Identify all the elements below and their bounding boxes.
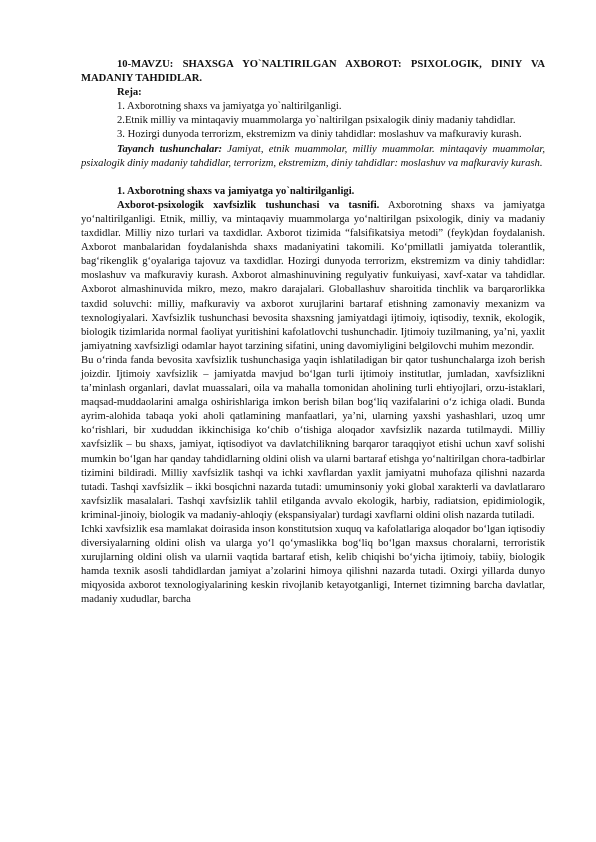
keywords-paragraph [81,143,545,171]
document-title: 10-MAVZU: SHAXSGA YO`NALTIRILGAN AXBOROT: PSIXOLOGIK, DINIY VA MADANIY TAHDIDLAR. [81,59,545,85]
document-page [81,58,545,608]
keywords-text: Jamiyat, etnik muammolar, milliy muammolar. mintaqaviy muammolar, psixalogik diniy madaniy tahdidlar, terrorizm, ekstremizm, diniy tahdidlar: moslashuv va mafkuraviy kurash. [81,143,545,169]
plan-heading: Reja: [117,87,142,99]
section-1-paragraph-1-text: Axborotning shaxs va jamiyatga yo‘naltirilganligi. Etnik, milliy, va mintaqaviy muammolarga yo‘naltirilgan psixologik, diniy va madaniy taxdidlar. Milliy nizo turlari va taxdidlar. Axborot tizimida “falsifikatsiya metodi” (feyk)dan foydalanish. Axborot manbalaridan foydalanishda shaxs madaniyatini takomili. Ko‘pmillatli jamiyatda tolerantlik, bag‘rikenglik g‘oyalariga tajovuz va taxdidlar. Hozirgi dunyoda terrorizm, ekstremizm va diniy tahdidlar: moslashuv va mafkuraviy kurash. Axborot almashinuvining regulyativ funkuiyasi, xavf-xatar va tahdidlar. Axborot almashinuvida mikro, mezo, makro darajalari. Globallashuv sharoitida tinchlik va barqarorlikka taxdid soluvchi: milliy, mafkuraviy va axborot xurujlarini bartaraf etishning zamonaviy mexanizm va texnologiyalari. Xavfsizlik tushunchasi bevosita shaxsning jamiyatdagi ijtimoiy, iqtisodiy, texnik, ekologik, biologik tizimlarida normal faoliyat yuritishini kafolatlovchi tushunchadir. Ijtimoiy tuzilmaning, ya’ni, yaxlit jamiyatning xavfsizligi odamlar hayot tarzining sifatini, uning davomiyligini belgilovchi muhim mezondir. [81,199,545,352]
spacer [81,171,545,185]
section-1-heading: 1. Axborotning shaxs va jamiyatga yo`naltirilganligi. [117,185,355,197]
section-1-paragraph-1 [81,199,545,354]
plan-item-2: 2.Etnik milliy va mintaqaviy muammolarga yo`naltirilgan psixalogik diniy madaniy tahdidlar. [117,115,516,127]
plan-item-3: 3. Hozirgi dunyoda terrorizm, ekstremizm va diniy tahdidlar: moslashuv va mafkuraviy kurash. [117,129,522,141]
section-1-paragraph-3: Ichki xavfsizlik esa mamlakat doirasida inson konstitutsion xuquq va kafolatlariga aloqador bo‘lgan iqtisodiy diversiyalarning oldini olish va ularga yo‘l qo‘ymaslikka bog‘liq bo‘lgan maxsus choralarni, terroristik xurujlarning oldini olish va ularnii vaqtida bartaraf etish, kelib chiqishi bo‘yicha ijtimoiy, tabiiy, biologik hamda texnik asosli tahdidlardan jamiyat a’zolarini himoya qilishni nazarda tutadi. Oxirgi yillarda dunyo miqyosida axborot texnologiyalarining keskin rivojlanib ketayotganligi, Internet tizimning barcha davlatlar, madaniy xududlar, barcha [81,524,545,606]
keywords-label: Tayanch tushunchalar: [117,143,222,155]
section-1-paragraph-2: Bu o‘rinda fanda bevosita xavfsizlik tushunchasiga yaqin ishlatiladigan bir qator tushunchalarga izoh berish joizdir. Ijtimoiy xavfsizlik – jamiyatda mavjud bo‘lgan turli ijtimoiy institutlar, jumladan, xavfsizlikni ta’minlash organlari, davlat muassalari, oila va mahalla tomonidan aholining turli ehtiyojlari, orzu-istaklari, maqsad-muddaolarini amalga oshirishlariga imkon berish bilan bog‘liq vazifalarini o‘z ichiga oladi. Bunda ayrim-alohida tabaqa yoki aholi qatlamining manfaatlari, ya’ni, ularning yaxshi yashashlari, uzoq umr ko‘rishlari, bir xududdan ikkinchisiga ko‘chib o‘tishiga aloqador xavfsizlik nazarda tutilmaydi. Milliy xavfsizlik – bu shaxs, jamiyat, iqtisodiyot va davlatchilikning barqaror taraqqiyot etishi uchun xavf solishi mumkin bo‘lgan har qanday tahdidlarning oldini olish va ularni bartaraf etishga yo‘naltirilgan chora-tadbirlar tizimini bildiradi. Milliy xavfsizlik tashqi va ichki xavflardan yaxlit jamiyatni muhofaza qilishni nazarda tutadi. Tashqi xavfsizlik – ikki bosqichni nazarda tutadi: umuminsoniy yoki global xarakterli va davlatlararo xavfsizlik masalalari. Tashqi xavfsizlik tahlil etilganda avvalo ekologik, harbiy, radiatsion, epidimiologik, kriminal-jinoiy, biologik va madaniy-ahloqiy (ekspansiyalar) turdagi xavflarni oldini olish nazarda tutiladi. [81,354,545,521]
plan-item-1: 1. Axborotning shaxs va jamiyatga yo`naltirilganligi. [117,101,342,113]
section-1-subheading: Axborot-psixologik xavfsizlik tushunchasi va tasnifi. [117,199,380,211]
